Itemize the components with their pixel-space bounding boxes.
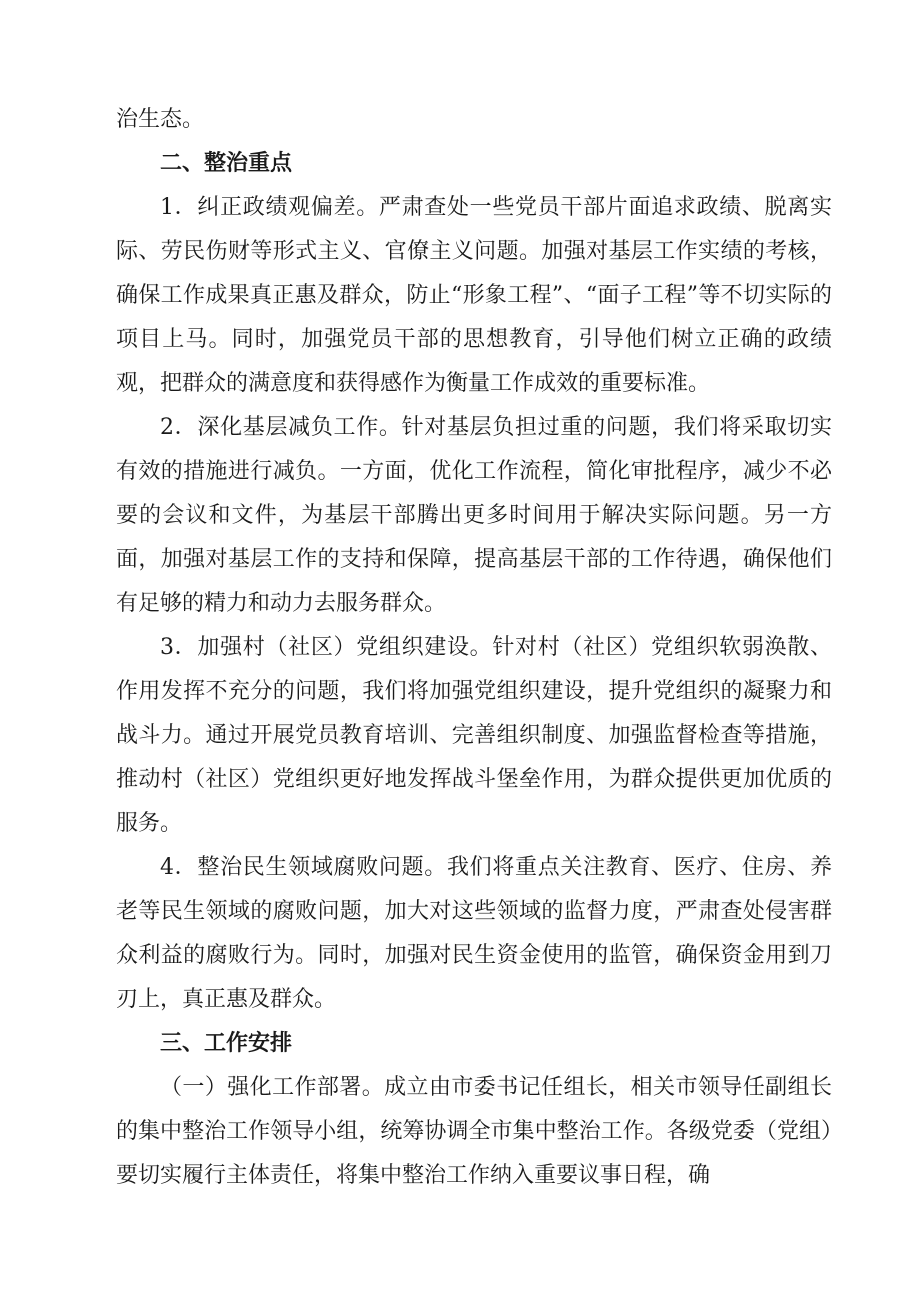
paragraph-arrangement-1: （一）强化工作部署。成立由市委书记任组长，相关市领导任副组长的集中整治工作领导小组，统筹协调全市集中整治工作。各级党委（党组）要切实履行主体责任，将集中整治工作纳入重要议事日程，确	[116, 1075, 832, 1188]
paragraph-item-1: 1．纠正政绩观偏差。严肃查处一些党员干部片面追求政绩、脱离实际、劳民伤财等形式主义、官僚主义问题。加强对基层工作实绩的考核，确保工作成果真正惠及群众，防止“形象工程”、“面子工程”等不切实际的项目上马。同时，加强党员干部的思想教育，引导他们树立正确的政绩观，把群众的满意度和获得感作为衡量工作成效的重要标准。	[116, 195, 832, 396]
paragraph-continuation: 治生态。	[116, 107, 205, 132]
document-page	[116, 98, 832, 1198]
section-heading-focus: 二、整治重点	[160, 151, 293, 176]
section-heading-arrangement: 三、工作安排	[160, 1031, 293, 1056]
paragraph-item-4: 4．整治民生领域腐败问题。我们将重点关注教育、医疗、住房、养老等民生领域的腐败问题，加大对这些领域的监督力度，严肃查处侵害群众利益的腐败行为。同时，加强对民生资金使用的监管，确保资金用到刀刃上，真正惠及群众。	[116, 855, 832, 1012]
paragraph-item-2: 2．深化基层减负工作。针对基层负担过重的问题，我们将采取切实有效的措施进行减负。一方面，优化工作流程，简化审批程序，减少不必要的会议和文件，为基层干部腾出更多时间用于解决实际问题。另一方面，加强对基层工作的支持和保障，提高基层干部的工作待遇，确保他们有足够的精力和动力去服务群众。	[116, 415, 832, 616]
paragraph-item-3: 3．加强村（社区）党组织建设。针对村（社区）党组织软弱涣散、作用发挥不充分的问题，我们将加强党组织建设，提升党组织的凝聚力和战斗力。通过开展党员教育培训、完善组织制度、加强监督检查等措施，推动村（社区）党组织更好地发挥战斗堡垒作用，为群众提供更加优质的服务。	[116, 635, 832, 836]
